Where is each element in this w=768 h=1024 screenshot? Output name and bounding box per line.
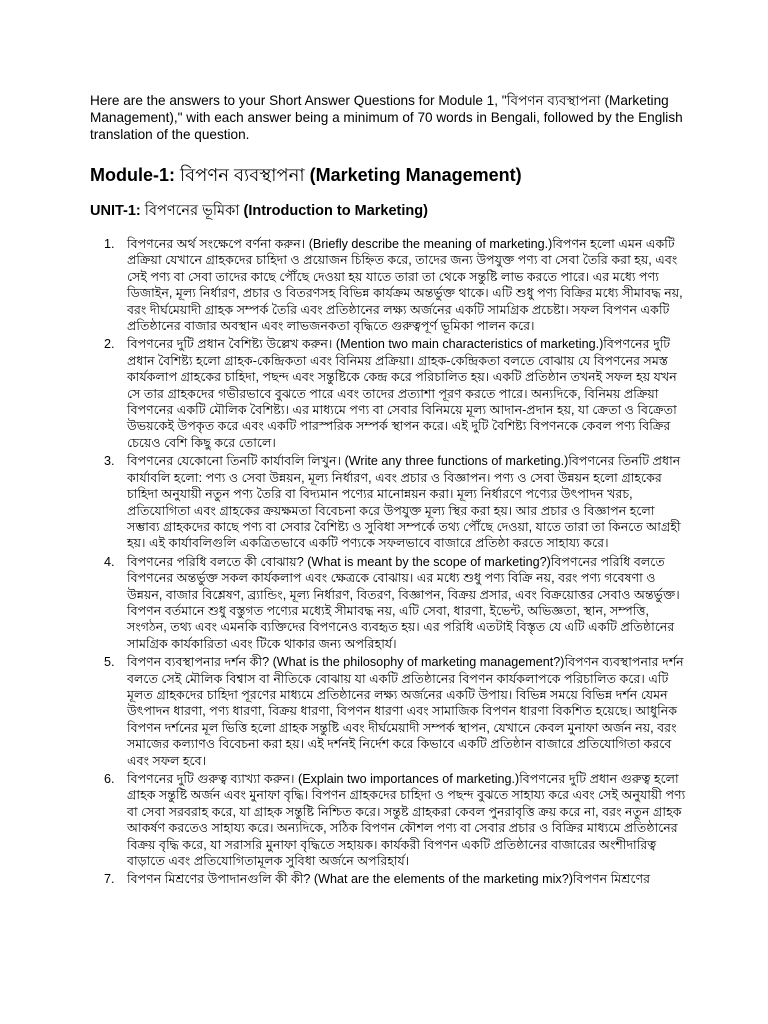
list-item-number: 7. — [104, 872, 115, 887]
intro-paragraph: Here are the answers to your Short Answer Questions for Module 1, "বিপণন ব্যবস্থাপনা (Marketing Management)," with each answer being a minimum of 70 words in Bengali, followed by the English translation of the question. — [90, 93, 683, 142]
unit-label: UNIT-1: — [90, 203, 141, 219]
list-item-number: 3. — [104, 454, 115, 469]
list-item-text: বিপণন ব্যবস্থাপনার দর্শন কী? (What is the philosophy of marketing management?)বিপণন ব্যবস্থাপনার দর্শন বলতে সেই মৌলিক বিশ্বাস বা নীতিকে বোঝায় যা একটি প্রতিষ্ঠানের বিপণন কার্যকলাপকে পরিচালিত করে। এটি মূলত গ্রাহকদের চাহিদা পূরণের মাধ্যমে প্রতিষ্ঠানের লক্ষ্য অর্জনের একটি উপায়। বিভিন্ন সময়ে বিভিন্ন দর্শন যেমন উৎপাদন ধারণা, পণ্য ধারণা, বিক্রয় ধারণা, বিপণন ধারণা এবং সামাজিক বিপণন ধারণা বিকশিত হয়েছে। আধুনিক বিপণন দর্শনের মূল ভিত্তি হলো গ্রাহক সন্তুষ্টি এবং দীর্ঘমেয়াদী সম্পর্ক স্থাপন, যেখানে কেবল মুনাফা অর্জন নয়, বরং সমাজের কল্যাণও বিবেচনা করা হয়। এই দর্শনই নির্দেশ করে কিভাবে একটি প্রতিষ্ঠান বাজারে প্রতিযোগিতা করবে এবং সফল হবে। — [127, 655, 684, 768]
list-item-number: 6. — [104, 772, 115, 786]
list-item-text: বিপণনের দুটি প্রধান বৈশিষ্ট্য উল্লেখ করুন। (Mention two main characteristics of marketing.)বিপণনের দুটি প্রধান বৈশিষ্ট্য হলো গ্রাহক-কেন্দ্রিকতা এবং বিনিময় প্রক্রিয়া। গ্রাহক-কেন্দ্রিকতা বলতে বোঝায় যে বিপণনের সমস্ত কার্যকলাপ গ্রাহকের চাহিদা, পছন্দ এবং সন্তুষ্টিকে কেন্দ্র করে পরিচালিত হয়। একটি প্রতিষ্ঠান তখনই সফল হয় যখন সে তার গ্রাহকদের গভীরভাবে বুঝতে পারে এবং তাদের প্রত্যাশা পূরণ করতে পারে। অন্যদিকে, বিনিময় প্রক্রিয়া বিপণনের একটি মৌলিক বৈশিষ্ট্য। এর মাধ্যমে পণ্য বা সেবার বিনিময়ে মূল্য আদান-প্রদান হয়, যা ক্রেতা ও বিক্রেতা উভয়কেই উপকৃত করে এবং একটি পারস্পরিক সম্পর্ক স্থাপন করে। এই দুটি বৈশিষ্ট্য বিপণনকে কেবল পণ্য বিক্রির চেয়েও বেশি কিছু করে তোলে। — [127, 337, 677, 450]
unit-bengali-title: বিপণনের ভূমিকা — [144, 203, 240, 219]
list-item — [90, 871, 690, 887]
list-item-text: বিপণনের অর্থ সংক্ষেপে বর্ণনা করুন। (Briefly describe the meaning of marketing.)বিপণন হলো এমন একটি প্রক্রিয়া যেখানে গ্রাহকদের চাহিদা ও প্রয়োজন চিহ্নিত করে, তাদের জন্য উপযুক্ত পণ্য বা সেবা তৈরি করা হয়, এবং সেই পণ্য বা সেবা তাদের কাছে পৌঁছে দেওয়া হয় যাতে তারা তা থেকে সন্তুষ্টি লাভ করতে পারে। এর মধ্যে পণ্য ডিজাইন, মূল্য নির্ধারণ, প্রচার ও বিতরণসহ বিভিন্ন কার্যক্রম অন্তর্ভুক্ত থাকে। এটি শুধু পণ্য বিক্রির মধ্যে সীমাবদ্ধ নয়, বরং দীর্ঘমেয়াদী গ্রাহক সম্পর্ক তৈরি এবং প্রতিষ্ঠানের লক্ষ্য অর্জনের একটি সামগ্রিক প্রচেষ্টা। সফল বিপণন একটি প্রতিষ্ঠানের বাজার অবস্থান এবং লাভজনকতা বৃদ্ধিতে গুরুত্বপূর্ণ ভূমিকা পালন করে। — [127, 237, 683, 334]
list-item-number: 2. — [104, 337, 115, 352]
module-heading — [90, 163, 690, 187]
question-answer-list — [90, 236, 690, 888]
list-item — [90, 554, 690, 652]
list-item-number: 5. — [104, 655, 115, 670]
list-item-number: 1. — [104, 237, 115, 251]
module-label: Module-1: — [90, 165, 175, 185]
unit-heading — [90, 201, 690, 221]
list-item-text: বিপণনের যেকোনো তিনটি কার্যাবলি লিখুন। (Write any three functions of marketing.)বিপণনের তিনটি প্রধান কার্যাবলি হলো: পণ্য ও সেবা উন্নয়ন, মূল্য নির্ধারণ, এবং প্রচার ও বিজ্ঞাপন। পণ্য ও সেবা উন্নয়ন হলো গ্রাহকের চাহিদা অনুযায়ী নতুন পণ্য তৈরি বা বিদ্যমান পণ্যের মানোন্নয়ন করা। মূল্য নির্ধারণে পণ্যের উৎপাদন খরচ, প্রতিযোগিতা এবং গ্রাহকের ক্রয়ক্ষমতা বিবেচনা করে উপযুক্ত মূল্য স্থির করা হয়। আর প্রচার ও বিজ্ঞাপন হলো সম্ভাব্য গ্রাহকদের কাছে পণ্য বা সেবার বৈশিষ্ট্য ও সুবিধা সম্পর্কে তথ্য পৌঁছে দেওয়া, যাতে তারা তা কিনতে আগ্রহী হয়। এই কার্যাবলিগুলি একত্রিতভাবে একটি পণ্যকে সফলভাবে বাজারে প্রতিষ্ঠা করতে সাহায্য করে। — [127, 454, 681, 551]
module-bengali-title: বিপণন ব্যবস্থাপনা — [180, 165, 305, 185]
list-item — [90, 771, 690, 869]
list-item — [90, 236, 690, 334]
document-page — [90, 92, 690, 890]
list-item-text: বিপণনের দুটি গুরুত্ব ব্যাখ্যা করুন। (Explain two importances of marketing.)বিপণনের দুটি প্রধান গুরুত্ব হলো গ্রাহক সন্তুষ্টি অর্জন এবং মুনাফা বৃদ্ধি। বিপণন গ্রাহকদের চাহিদা ও পছন্দ বুঝতে সাহায্য করে এবং সেই অনুযায়ী পণ্য বা সেবা সরবরাহ করে, যা গ্রাহক সন্তুষ্টি নিশ্চিত করে। সন্তুষ্ট গ্রাহকরা কেবল পুনরাবৃত্তি ক্রয় করে না, বরং নতুন গ্রাহক আকর্ষণ করতেও সাহায্য করে। অন্যদিকে, সঠিক বিপণন কৌশল পণ্য বা সেবার প্রচার ও বিক্রির মাধ্যমে প্রতিষ্ঠানের বিক্রয় বৃদ্ধি করে, যা সরাসরি মুনাফা বৃদ্ধিতে সহায়ক। কার্যকরী বিপণন একটি প্রতিষ্ঠানের বাজারের অংশীদারিত্ব বাড়াতে এবং প্রতিযোগিতামূলক সুবিধা অর্জনে অপরিহার্য। — [127, 772, 686, 869]
unit-english-title: (Introduction to Marketing) — [243, 203, 428, 219]
list-item — [90, 654, 690, 769]
list-item-text: বিপণনের পরিধি বলতে কী বোঝায়? (What is meant by the scope of marketing?)বিপণনের পরিধি বলতে বিপণনের অন্তর্ভুক্ত সকল কার্যকলাপ এবং ক্ষেত্রকে বোঝায়। এর মধ্যে শুধু পণ্য বিক্রি নয়, বরং পণ্য গবেষণা ও উন্নয়ন, বাজার বিশ্লেষণ, ব্র্যান্ডিং, মূল্য নির্ধারণ, বিতরণ, বিজ্ঞাপন, বিক্রয় প্রসার, এবং বিক্রয়োত্তর সেবাও অন্তর্ভুক্ত। বিপণন বর্তমানে শুধু বস্তুগত পণ্যের মধ্যেই সীমাবদ্ধ নয়, এটি সেবা, ধারণা, ইভেন্ট, অভিজ্ঞতা, স্থান, সম্পত্তি, সংগঠন, তথ্য এবং এমনকি ব্যক্তিদের বিপণনেও ব্যবহৃত হয়। এর পরিধি এতটাই বিস্তৃত যে এটি একটি প্রতিষ্ঠানের সামগ্রিক কার্যকারিতা এবং টিকে থাকার জন্য অপরিহার্য। — [127, 554, 680, 651]
module-english-title: (Marketing Management) — [309, 165, 522, 185]
list-item — [90, 336, 690, 451]
list-item-text: বিপণন মিশ্রণের উপাদানগুলি কী কী? (What are the elements of the marketing mix?)বিপণন মিশ্রণের — [127, 872, 651, 887]
list-item — [90, 453, 690, 551]
list-item-number: 4. — [104, 554, 115, 569]
